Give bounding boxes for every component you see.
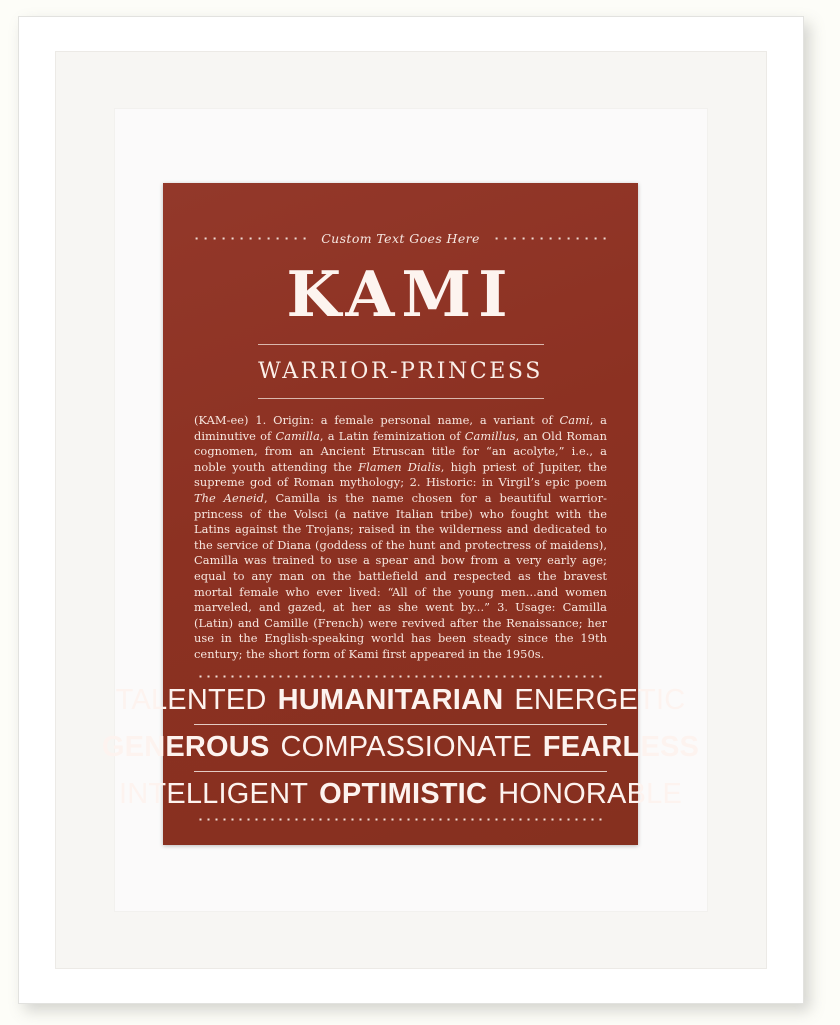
definition-paragraph: (KAM-ee) 1. Origin: a female personal name, a variant of Cami, a diminutive of Camilla, a Latin feminization of Camillus, an Old Roman cognomen, from an Ancient Etruscan title for “an acolyte,” i.e., a noble youth attending the Flamen Dialis, high priest of Jupiter, the supreme god of Roman mythology; 2. Historic: in Virgil’s epic poem The Aeneid, Camilla is the name chosen for a beautiful warrior-princess of the Volsci (a native Italian tribe) who fought with the Latins against the Trojans; raised in the wilderness and dedicated to the service of Diana (goddess of the hunt and protectress of maidens), Camilla was trained to use a spear and bow from a very early age; equal to any man on the battlefield and respected as the bravest mortal female who ever lived: “All of the young men...and women marveled, and gazed, at her as she went by...” 3. Usage: Camilla (Latin) and Camille (French) were revived after the Renaissance; her use in the English-speaking world has been steady since the 19th century; the short form of Kami first appeared in the 1950s.: [194, 413, 607, 661]
dotted-rule-left: [194, 237, 307, 240]
trait-word: ENERGETIC: [514, 684, 686, 716]
dotted-rule-right: [494, 237, 607, 240]
trait-word: FEARLESS: [542, 731, 700, 763]
trait-row-2: [101, 725, 700, 771]
traits-dotted-rule-bottom: [194, 818, 607, 821]
art-print: [101, 183, 700, 845]
traits-rule-1: [194, 724, 607, 725]
trait-word: INTELLIGENT: [119, 778, 309, 810]
name-subtitle: WARRIOR-PRINCESS: [258, 359, 543, 384]
custom-text: Custom Text Goes Here: [321, 231, 480, 246]
trait-word: HONORABLE: [498, 778, 682, 810]
trait-word: TALENTED: [115, 684, 267, 716]
trait-word: COMPASSIONATE: [280, 731, 532, 763]
trait-row-1: [115, 678, 686, 724]
divider-top: [258, 344, 544, 345]
trait-word: OPTIMISTIC: [319, 778, 488, 810]
trait-word: GENEROUS: [101, 731, 270, 763]
trait-word: HUMANITARIAN: [277, 684, 504, 716]
name-title: KAMI: [286, 257, 515, 331]
traits-block: [101, 675, 700, 821]
traits-rule-2: [194, 771, 607, 772]
custom-text-row: [194, 231, 607, 246]
trait-row-3: [119, 772, 682, 818]
divider-bottom: [258, 398, 544, 399]
